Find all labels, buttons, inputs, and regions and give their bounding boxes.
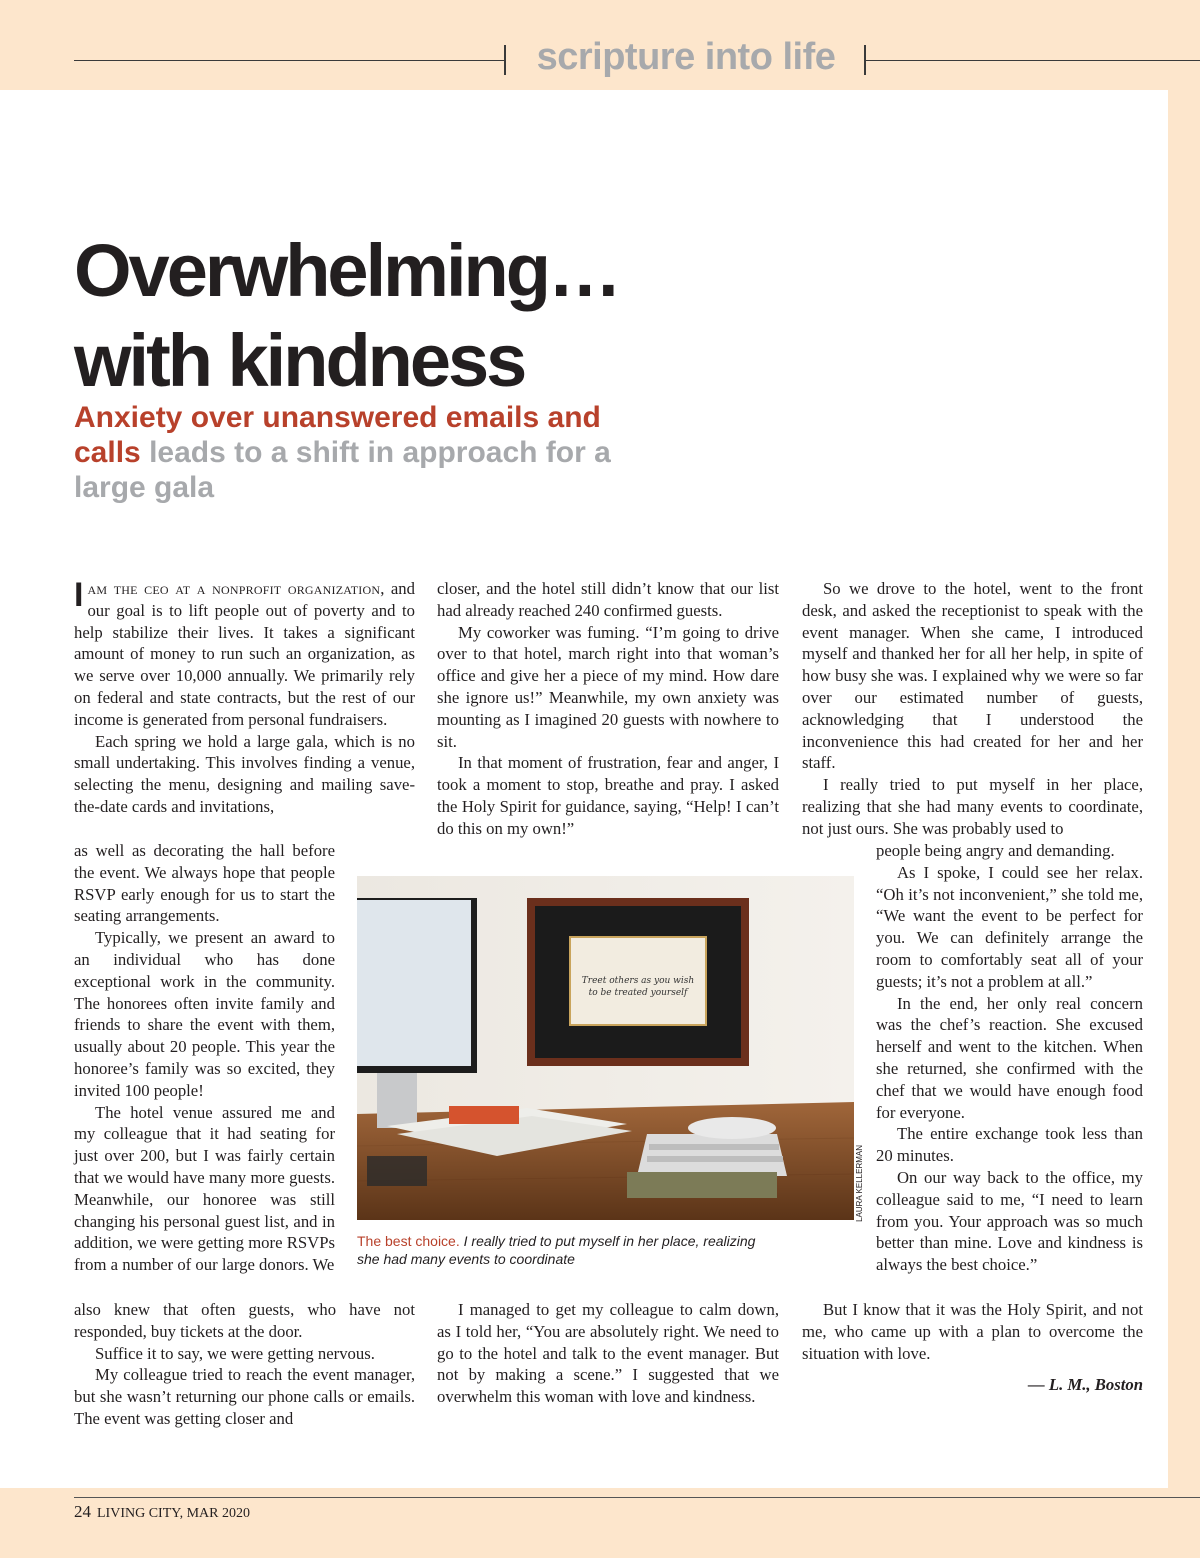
paragraph: people being angry and demanding. <box>876 841 1115 860</box>
article-title <box>74 226 619 406</box>
paragraph: Suffice it to say, we were getting nervous. <box>95 1343 375 1363</box>
paragraph: My colleague tried to reach the event manager, but she wasn’t returning our phone calls or emails. The event was getting closer and <box>74 1365 415 1428</box>
title-line-2: with kindness <box>74 319 525 402</box>
paragraph: I managed to get my colleague to calm down, as I told her, “You are absolutely right. We need to go to the hotel and talk to the event manager. But not by making a scene.” I suggested that we overwhelm this woman with love and kindness. <box>437 1300 779 1407</box>
title-line-1: Overwhelming… <box>74 229 619 312</box>
photo-caption <box>357 1232 777 1268</box>
frame-text-line-1: Treet others as you wish <box>581 976 695 986</box>
author-signature: — L. M., Boston <box>1028 1375 1143 1395</box>
paragraph: as well as decorating the hall before the event. We always hope that people RSVP early enough for us to start the seating arrangements. <box>74 841 335 926</box>
header-rule-left <box>74 60 504 61</box>
opening-smallcaps: am the ceo at a nonprofit organization, <box>87 579 385 598</box>
paragraph: But I know that it was the Holy Spirit, and not me, who came up with a plan to overcome the situation with love. <box>802 1300 1143 1363</box>
column-3-narrow <box>876 840 1143 1276</box>
paragraph: In the end, her only real concern was the chef’s reaction. She excused herself and went to the kitchen. When she returned, she confirmed with the chef that we would have enough food for everyone. <box>876 993 1143 1122</box>
paragraph: On our way back to the office, my colleague said to me, “I need to learn from you. Your approach was so much better than mine. Love and kindness is always the best choice.” <box>876 1167 1143 1275</box>
column-2 <box>437 578 779 840</box>
paragraph: Iam the ceo at a nonprofit organization, and our goal is to lift people out of poverty and to help stabilize their lives. It takes a significant amount of money to run such an organization, as we serve over 10,000 annually. We primarily rely on federal and state contracts, but the rest of our income is generated from personal fundraisers. <box>74 576 415 729</box>
column-1 <box>74 578 415 818</box>
caption-lead: The best choice. <box>357 1233 460 1249</box>
column-1-narrow <box>74 840 335 1276</box>
deck-rest: leads to a shift in approach for a large gala <box>74 436 611 504</box>
caption-body: I really tried to put myself in her place, realizing she had many events to coordinate <box>357 1233 756 1267</box>
page-footer <box>74 1502 250 1522</box>
article-photo <box>357 876 854 1220</box>
paragraph: also knew that often guests, who have not responded, buy tickets at the door. <box>74 1300 415 1341</box>
paragraph: I really tried to put myself in her place, realizing that she had many events to coordinate, not just ours. She was probably used to <box>802 775 1143 838</box>
article-deck <box>74 400 634 505</box>
paragraph: As I spoke, I could see her relax. “Oh it’s not inconvenient,” she told me, “We want the event to be perfect for you. We can definitely arrange the room to comfortably seat all of your guests; it’s not a problem at all.” <box>876 862 1143 991</box>
column-3-bottom <box>802 1299 1143 1396</box>
header-tick-left <box>504 45 506 75</box>
section-label: scripture into life <box>536 36 836 78</box>
column-2-bottom <box>437 1299 779 1408</box>
column-3 <box>802 578 1143 840</box>
footer-rule <box>74 1497 1200 1498</box>
deck-highlight: Anxiety over unanswered emails and calls <box>74 401 601 469</box>
page-number: 24 <box>74 1502 91 1521</box>
drop-cap: I <box>74 576 84 614</box>
photo-illustration <box>357 876 854 1220</box>
paragraph: In that moment of frustration, fear and anger, I took a moment to stop, breathe and pray. I asked the Holy Spirit for guidance, saying, “Help! I can’t do this on my own!” <box>437 753 779 838</box>
header-rule-right <box>866 60 1200 61</box>
paragraph: The hotel venue assured me and my colleague that it had seating for just over 200, but I was fairly certain that we would have many more guests. Meanwhile, our honoree was still changing his personal guest list, and in addition, we were getting more RSVPs from a number of our large donors. We <box>74 1102 335 1275</box>
paragraph: The entire exchange took less than 20 minutes. <box>876 1124 1143 1166</box>
photo-credit: LAURA KELLERMAN <box>855 1145 864 1222</box>
publication-info: LIVING CITY, MAR 2020 <box>97 1506 250 1521</box>
frame-text-line-2: to be treated yourself <box>588 988 688 998</box>
paragraph: So we drove to the hotel, went to the front desk, and asked the receptionist to speak with the event manager. When she came, I introduced myself and thanked her for all her help, in spite of how busy she was. I explained why we were so far over our estimated number of guests, acknowledging that I understood the inconvenience this had created for her and her staff. <box>802 579 1143 773</box>
paragraph: Each spring we hold a large gala, which is no small undertaking. This involves finding a venue, selecting the menu, designing and mailing save-the-date cards and invitations, <box>74 731 415 816</box>
column-1-bottom <box>74 1299 415 1430</box>
paragraph: closer, and the hotel still didn’t know that our list had already reached 240 confirmed guests. <box>437 579 779 620</box>
paragraph: Typically, we present an award to an individual who has done exceptional work in the community. The honorees often invite family and friends to share the event with them, usually about 20 people. This year the honoree’s family was so excited, they invited 100 people! <box>74 928 335 1100</box>
paragraph: My coworker was fuming. “I’m going to drive over to that hotel, march right into that woman’s office and give her a piece of my mind. How dare she ignore us!” Meanwhile, my own anxiety was mounting as I imagined 20 guests with nowhere to sit. <box>437 622 779 751</box>
